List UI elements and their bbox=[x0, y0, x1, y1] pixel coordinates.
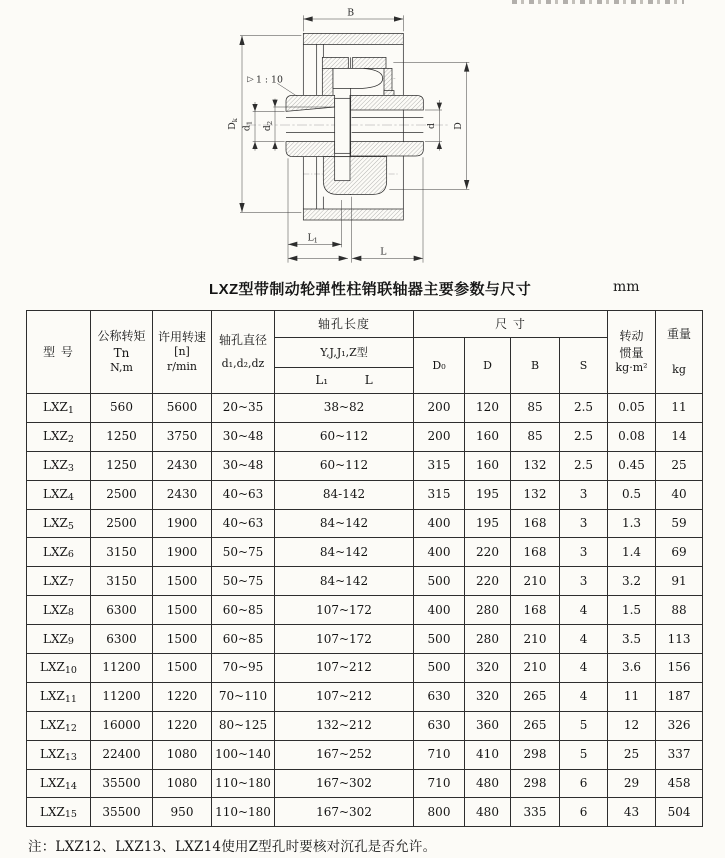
cell-s: 6 bbox=[560, 769, 608, 798]
cell-d: 160 bbox=[465, 422, 511, 451]
cell-length: 107~212 bbox=[275, 654, 414, 683]
cell-d: 195 bbox=[465, 480, 511, 509]
cell-length: 132~212 bbox=[275, 711, 414, 740]
cell-inertia: 29 bbox=[608, 769, 656, 798]
cell-d: 480 bbox=[465, 769, 511, 798]
page-title: LXZ型带制动轮弹性柱销联轴器主要参数与尺寸 bbox=[209, 281, 532, 298]
cell-inertia: 1.3 bbox=[608, 509, 656, 538]
cell-speed: 2430 bbox=[153, 480, 212, 509]
cell-bore: 50~75 bbox=[212, 567, 275, 596]
cell-length: 60~112 bbox=[275, 422, 414, 451]
cell-model: LXZ12 bbox=[27, 711, 91, 740]
cell-b: 168 bbox=[511, 538, 560, 567]
cell-model: LXZ1 bbox=[27, 394, 91, 423]
cell-inertia: 0.5 bbox=[608, 480, 656, 509]
cell-weight: 59 bbox=[656, 509, 703, 538]
cell-inertia: 25 bbox=[608, 740, 656, 769]
table-row bbox=[27, 567, 703, 596]
cell-speed: 1220 bbox=[153, 711, 212, 740]
header-B: B bbox=[511, 338, 560, 394]
cell-s: 4 bbox=[560, 625, 608, 654]
table-row bbox=[27, 596, 703, 625]
cell-speed: 1080 bbox=[153, 769, 212, 798]
cell-bore: 20~35 bbox=[212, 394, 275, 423]
cell-s: 3 bbox=[560, 480, 608, 509]
table-row bbox=[27, 798, 703, 827]
elastic-pin-lower bbox=[323, 157, 386, 195]
table-row bbox=[27, 711, 703, 740]
table-row bbox=[27, 769, 703, 798]
cell-d0: 400 bbox=[414, 509, 465, 538]
cell-d0: 400 bbox=[414, 596, 465, 625]
cell-s: 5 bbox=[560, 740, 608, 769]
table-row bbox=[27, 625, 703, 654]
cell-length: 167~252 bbox=[275, 740, 414, 769]
header-L1-L: L₁ L bbox=[275, 368, 414, 394]
cell-bore: 30~48 bbox=[212, 422, 275, 451]
cell-s: 3 bbox=[560, 567, 608, 596]
cell-inertia: 1.4 bbox=[608, 538, 656, 567]
cell-model: LXZ10 bbox=[27, 654, 91, 683]
cell-b: 132 bbox=[511, 480, 560, 509]
cell-length: 167~302 bbox=[275, 798, 414, 827]
table-row bbox=[27, 509, 703, 538]
cell-inertia: 3.2 bbox=[608, 567, 656, 596]
cell-d0: 500 bbox=[414, 625, 465, 654]
cell-model: LXZ2 bbox=[27, 422, 91, 451]
cell-speed: 1220 bbox=[153, 682, 212, 711]
unit-label: mm bbox=[613, 279, 640, 295]
cell-length: 60~112 bbox=[275, 451, 414, 480]
cell-bore: 60~85 bbox=[212, 596, 275, 625]
cell-inertia: 11 bbox=[608, 682, 656, 711]
cell-length: 107~172 bbox=[275, 625, 414, 654]
cell-d: 320 bbox=[465, 682, 511, 711]
cell-weight: 11 bbox=[656, 394, 703, 423]
cell-b: 132 bbox=[511, 451, 560, 480]
cell-b: 298 bbox=[511, 769, 560, 798]
header-S: S bbox=[560, 338, 608, 394]
dim-label-Dk: $D_k$ bbox=[227, 118, 239, 130]
dim-label-L: L bbox=[380, 246, 387, 258]
cell-inertia: 43 bbox=[608, 798, 656, 827]
cell-d: 195 bbox=[465, 509, 511, 538]
cell-b: 85 bbox=[511, 394, 560, 423]
cell-torque: 11200 bbox=[91, 654, 153, 683]
cell-b: 265 bbox=[511, 711, 560, 740]
cell-model: LXZ5 bbox=[27, 509, 91, 538]
cell-d0: 200 bbox=[414, 422, 465, 451]
cell-torque: 1250 bbox=[91, 422, 153, 451]
cell-length: 84-142 bbox=[275, 480, 414, 509]
cell-weight: 113 bbox=[656, 625, 703, 654]
header-torque: 公称转矩Tn N,m bbox=[91, 311, 153, 394]
header-speed: 许用转速 [n] r/min bbox=[153, 311, 212, 394]
cell-d: 220 bbox=[465, 567, 511, 596]
cell-b: 335 bbox=[511, 798, 560, 827]
cell-d: 480 bbox=[465, 798, 511, 827]
cell-weight: 156 bbox=[656, 654, 703, 683]
cell-torque: 35500 bbox=[91, 769, 153, 798]
dimension-lines bbox=[240, 15, 469, 262]
dim-label-L1: $L_1$ bbox=[307, 232, 318, 245]
cell-b: 210 bbox=[511, 625, 560, 654]
cell-length: 167~302 bbox=[275, 769, 414, 798]
header-D0: D₀ bbox=[414, 338, 465, 394]
cell-b: 210 bbox=[511, 567, 560, 596]
header-D: D bbox=[465, 338, 511, 394]
cell-inertia: 0.05 bbox=[608, 394, 656, 423]
cell-model: LXZ9 bbox=[27, 625, 91, 654]
cell-length: 107~212 bbox=[275, 682, 414, 711]
cell-torque: 560 bbox=[91, 394, 153, 423]
cell-speed: 1500 bbox=[153, 567, 212, 596]
footnote: 注：LXZ12、LXZ13、LXZ14使用Z型孔时要核对沉孔是否允许。 bbox=[28, 839, 437, 855]
cell-d: 280 bbox=[465, 625, 511, 654]
cell-model: LXZ8 bbox=[27, 596, 91, 625]
cell-b: 210 bbox=[511, 654, 560, 683]
cell-inertia: 1.5 bbox=[608, 596, 656, 625]
cell-speed: 1900 bbox=[153, 509, 212, 538]
cell-d0: 500 bbox=[414, 567, 465, 596]
cell-model: LXZ4 bbox=[27, 480, 91, 509]
cell-bore: 60~85 bbox=[212, 625, 275, 654]
cell-d0: 315 bbox=[414, 451, 465, 480]
cell-d0: 710 bbox=[414, 740, 465, 769]
cell-s: 3 bbox=[560, 509, 608, 538]
cell-model: LXZ14 bbox=[27, 769, 91, 798]
cell-bore: 100~140 bbox=[212, 740, 275, 769]
cell-d0: 500 bbox=[414, 654, 465, 683]
cell-weight: 25 bbox=[656, 451, 703, 480]
cell-torque: 22400 bbox=[91, 740, 153, 769]
cell-weight: 504 bbox=[656, 798, 703, 827]
cell-speed: 1500 bbox=[153, 654, 212, 683]
taper-label: 1 : 10 bbox=[256, 74, 283, 86]
cell-d: 160 bbox=[465, 451, 511, 480]
cell-torque: 35500 bbox=[91, 798, 153, 827]
coupling-section-diagram bbox=[160, 0, 560, 270]
cell-d: 280 bbox=[465, 596, 511, 625]
cell-s: 4 bbox=[560, 596, 608, 625]
cell-torque: 6300 bbox=[91, 625, 153, 654]
elastic-pin-upper bbox=[322, 57, 394, 95]
cell-s: 5 bbox=[560, 711, 608, 740]
table-row bbox=[27, 740, 703, 769]
cell-bore: 110~180 bbox=[212, 769, 275, 798]
cell-d0: 800 bbox=[414, 798, 465, 827]
cell-s: 2.5 bbox=[560, 422, 608, 451]
cell-weight: 91 bbox=[656, 567, 703, 596]
table-row bbox=[27, 480, 703, 509]
cell-d: 360 bbox=[465, 711, 511, 740]
cell-speed: 1080 bbox=[153, 740, 212, 769]
cell-model: LXZ11 bbox=[27, 682, 91, 711]
cell-b: 265 bbox=[511, 682, 560, 711]
cell-s: 3 bbox=[560, 538, 608, 567]
cell-bore: 110~180 bbox=[212, 798, 275, 827]
cell-weight: 88 bbox=[656, 596, 703, 625]
cell-inertia: 0.45 bbox=[608, 451, 656, 480]
cell-weight: 69 bbox=[656, 538, 703, 567]
cell-bore: 40~63 bbox=[212, 480, 275, 509]
header-bore-length-group: 轴孔长度 bbox=[275, 311, 414, 338]
table-row bbox=[27, 654, 703, 683]
cell-speed: 1500 bbox=[153, 625, 212, 654]
cell-d0: 200 bbox=[414, 394, 465, 423]
cell-weight: 458 bbox=[656, 769, 703, 798]
cell-s: 6 bbox=[560, 798, 608, 827]
dim-label-d2: $d_2$ bbox=[262, 120, 274, 132]
cell-d: 320 bbox=[465, 654, 511, 683]
cell-torque: 6300 bbox=[91, 596, 153, 625]
cell-d: 220 bbox=[465, 538, 511, 567]
cell-weight: 187 bbox=[656, 682, 703, 711]
cell-bore: 70~95 bbox=[212, 654, 275, 683]
header-inertia: 转动 惯量 kg·m² bbox=[608, 311, 656, 394]
cell-speed: 3750 bbox=[153, 422, 212, 451]
cell-bore: 30~48 bbox=[212, 451, 275, 480]
header-size-group: 尺 寸 bbox=[414, 311, 608, 338]
table-row bbox=[27, 682, 703, 711]
cell-model: LXZ6 bbox=[27, 538, 91, 567]
cell-length: 84~142 bbox=[275, 509, 414, 538]
cell-weight: 337 bbox=[656, 740, 703, 769]
cell-d0: 710 bbox=[414, 769, 465, 798]
cell-s: 4 bbox=[560, 682, 608, 711]
cell-d0: 315 bbox=[414, 480, 465, 509]
table-row bbox=[27, 451, 703, 480]
cell-torque: 3150 bbox=[91, 538, 153, 567]
cell-torque: 1250 bbox=[91, 451, 153, 480]
cell-d: 120 bbox=[465, 394, 511, 423]
cell-length: 107~172 bbox=[275, 596, 414, 625]
table-row bbox=[27, 394, 703, 423]
cell-speed: 2430 bbox=[153, 451, 212, 480]
header-model: 型 号 bbox=[27, 311, 91, 394]
cell-inertia: 0.08 bbox=[608, 422, 656, 451]
table-body bbox=[27, 394, 703, 827]
cell-d0: 630 bbox=[414, 682, 465, 711]
cell-weight: 326 bbox=[656, 711, 703, 740]
cell-model: LXZ15 bbox=[27, 798, 91, 827]
cell-model: LXZ13 bbox=[27, 740, 91, 769]
table-row bbox=[27, 422, 703, 451]
cell-bore: 50~75 bbox=[212, 538, 275, 567]
cell-model: LXZ7 bbox=[27, 567, 91, 596]
cell-length: 84~142 bbox=[275, 538, 414, 567]
cell-b: 168 bbox=[511, 509, 560, 538]
cell-speed: 1900 bbox=[153, 538, 212, 567]
parameters-table bbox=[26, 310, 703, 827]
cell-s: 2.5 bbox=[560, 394, 608, 423]
header-bore-length-types: Y,J,J₁,Z型 bbox=[275, 338, 414, 368]
cell-torque: 16000 bbox=[91, 711, 153, 740]
dim-label-d1: $d_1$ bbox=[241, 120, 254, 132]
cell-length: 84~142 bbox=[275, 567, 414, 596]
cell-s: 4 bbox=[560, 654, 608, 683]
cell-model: LXZ3 bbox=[27, 451, 91, 480]
cell-inertia: 3.5 bbox=[608, 625, 656, 654]
dim-label-D: D bbox=[453, 122, 464, 130]
cell-speed: 1500 bbox=[153, 596, 212, 625]
cell-s: 2.5 bbox=[560, 451, 608, 480]
cell-weight: 40 bbox=[656, 480, 703, 509]
cell-weight: 14 bbox=[656, 422, 703, 451]
cell-b: 168 bbox=[511, 596, 560, 625]
cell-torque: 2500 bbox=[91, 480, 153, 509]
header-bore-diameter: 轴孔直径 d₁,d₂,dz bbox=[212, 311, 275, 394]
cell-d: 410 bbox=[465, 740, 511, 769]
dim-label-d: d bbox=[426, 123, 437, 129]
cell-inertia: 12 bbox=[608, 711, 656, 740]
cell-torque: 11200 bbox=[91, 682, 153, 711]
cell-bore: 80~125 bbox=[212, 711, 275, 740]
cell-torque: 2500 bbox=[91, 509, 153, 538]
dim-label-B: B bbox=[347, 7, 355, 19]
table-row bbox=[27, 538, 703, 567]
cell-speed: 5600 bbox=[153, 394, 212, 423]
cell-length: 38~82 bbox=[275, 394, 414, 423]
cell-b: 85 bbox=[511, 422, 560, 451]
header-weight: 重量 kg bbox=[656, 311, 703, 394]
cell-bore: 40~63 bbox=[212, 509, 275, 538]
cell-d0: 400 bbox=[414, 538, 465, 567]
cell-torque: 3150 bbox=[91, 567, 153, 596]
cell-b: 298 bbox=[511, 740, 560, 769]
cell-speed: 950 bbox=[153, 798, 212, 827]
dimension-arrows bbox=[239, 16, 469, 261]
cell-bore: 70~110 bbox=[212, 682, 275, 711]
cell-d0: 630 bbox=[414, 711, 465, 740]
cell-inertia: 3.6 bbox=[608, 654, 656, 683]
